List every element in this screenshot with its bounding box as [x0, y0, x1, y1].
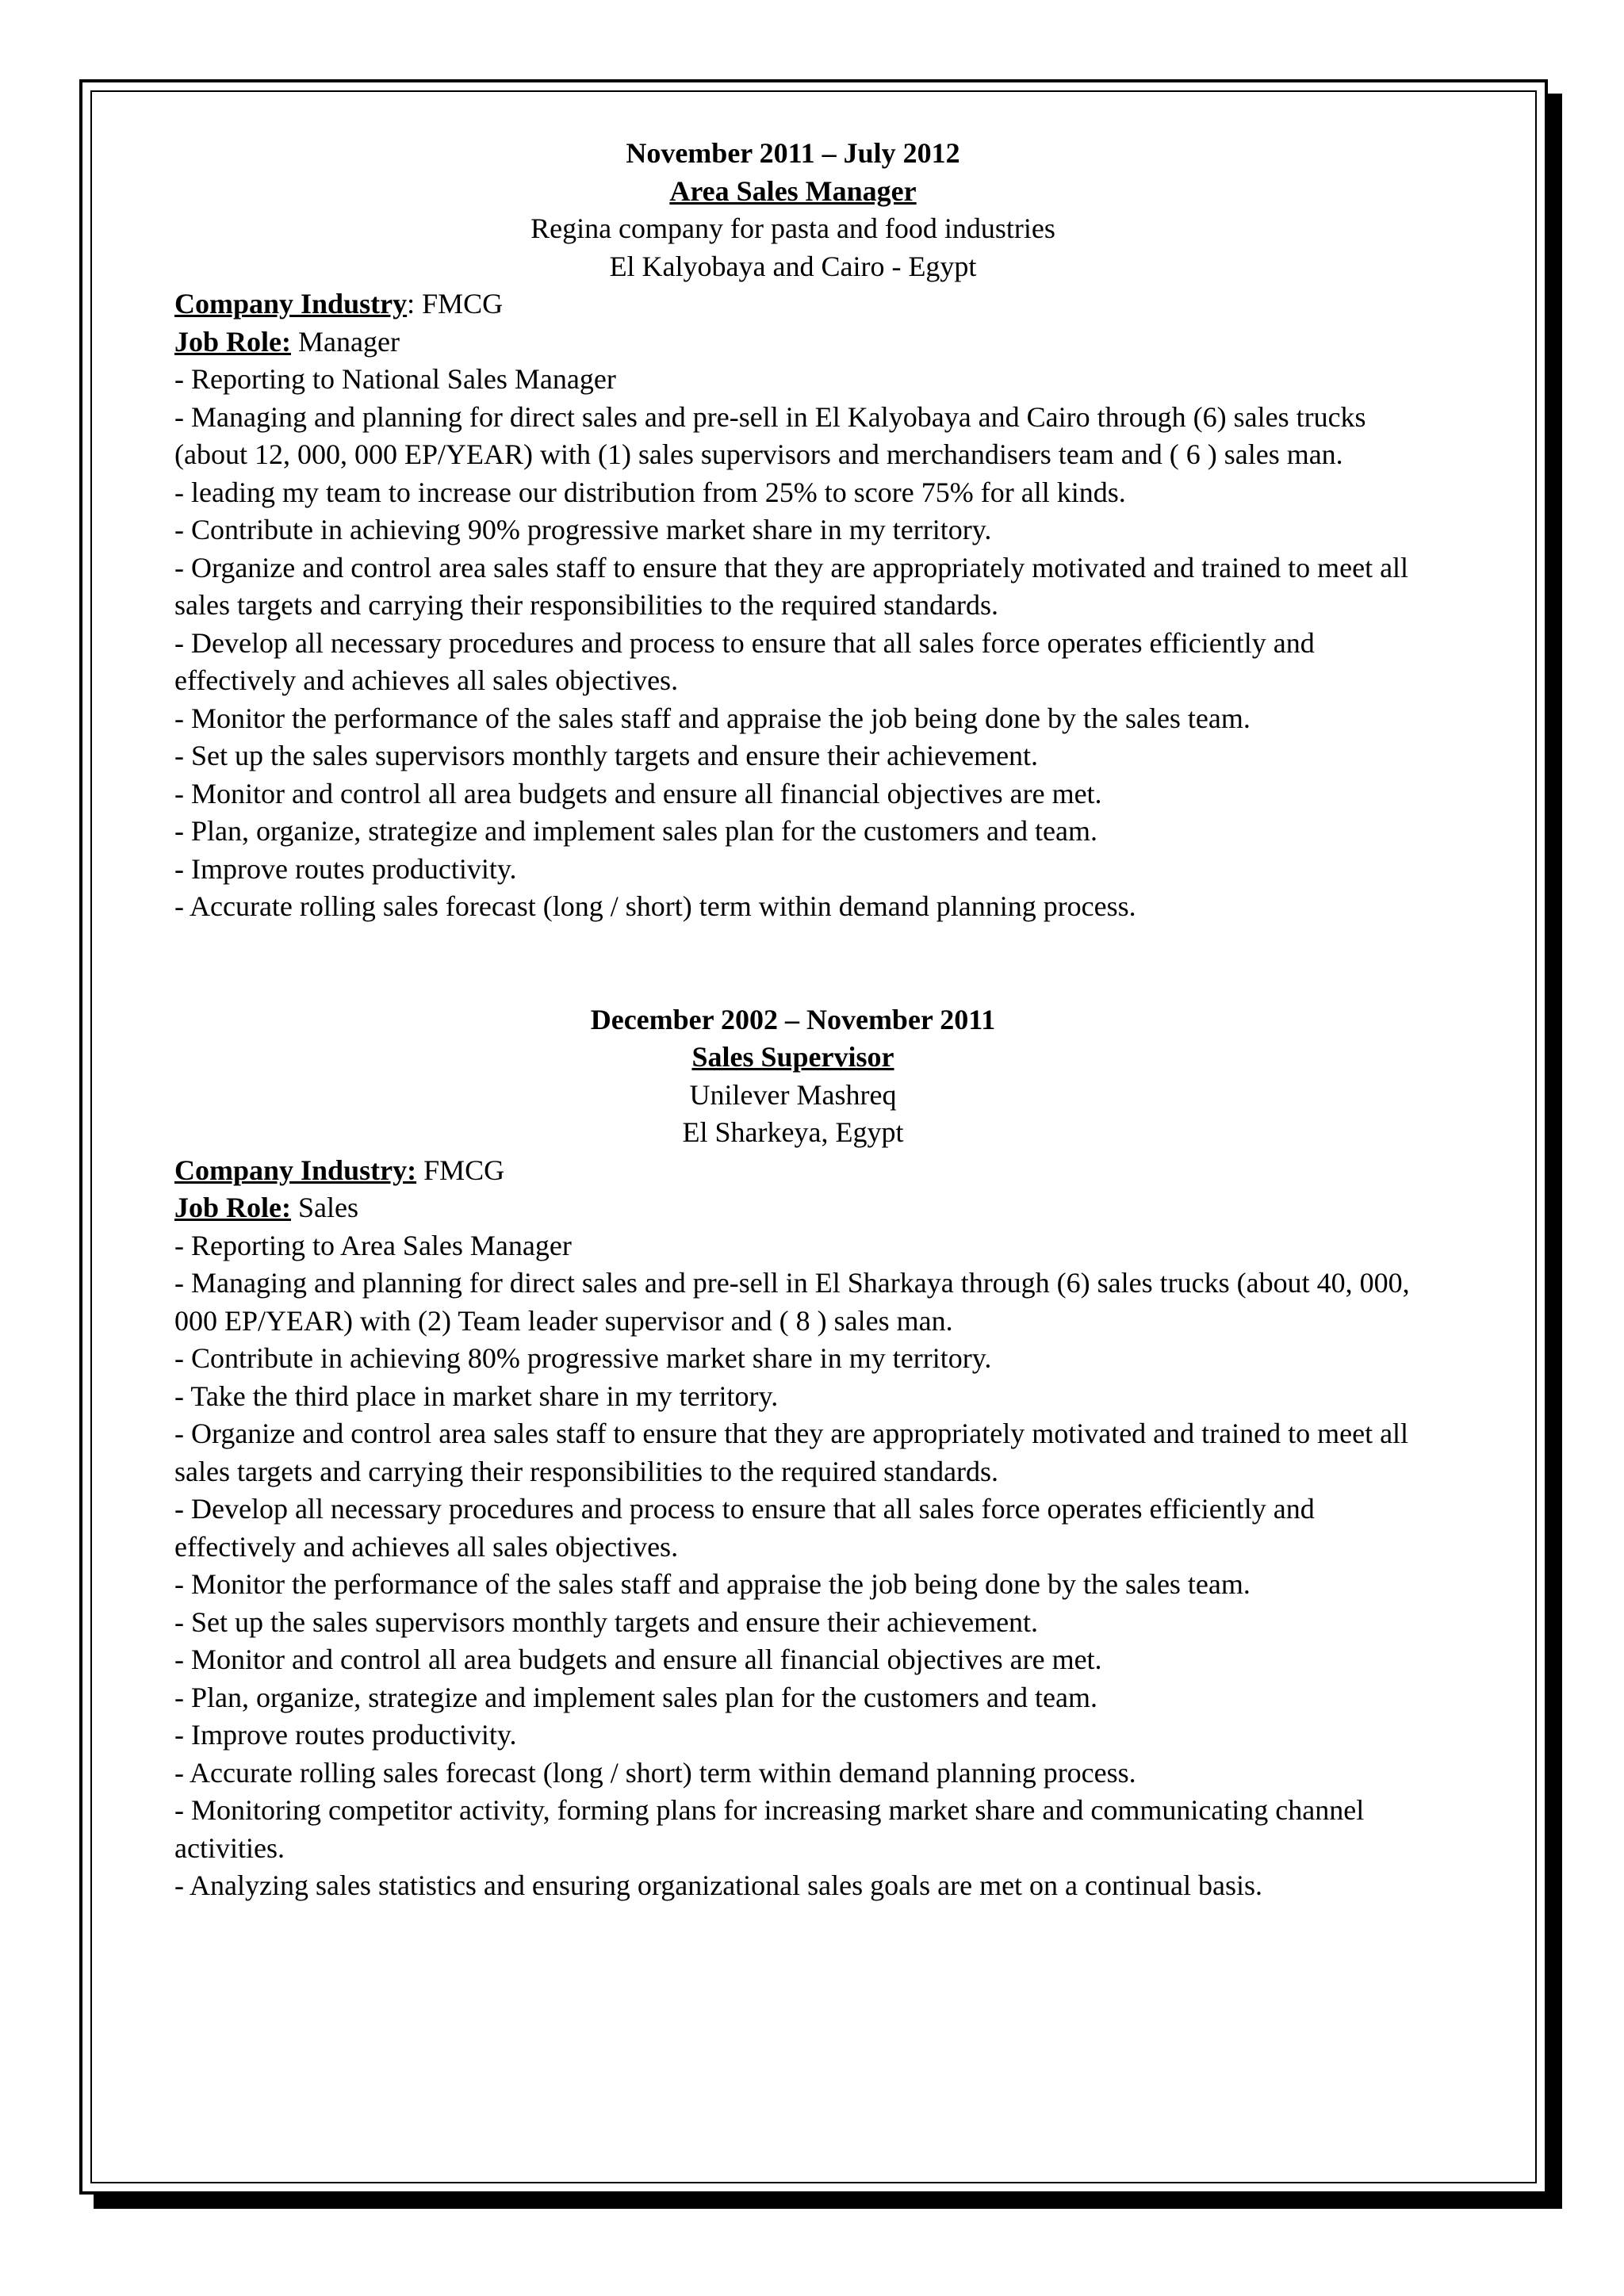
duty-item: - Reporting to National Sales Manager: [174, 363, 616, 395]
duty-item: - Plan, organize, strategize and implement sales plan for the customers and team.: [174, 815, 1097, 847]
company-industry: [174, 285, 1411, 323]
duty-item: - Improve routes productivity.: [174, 852, 517, 885]
duty-item: - leading my team to increase our distribution from 25% to score 75% for all kinds.: [174, 476, 1126, 508]
duty-item: - Analyzing sales statistics and ensuring organizational sales goals are met on a continual basis.: [174, 1869, 1262, 1901]
job-role-label: Job Role:: [174, 1192, 291, 1223]
job-company: Unilever Mashreq: [689, 1078, 897, 1111]
job-role-value: Manager: [291, 325, 400, 358]
job-period: November 2011 – July 2012: [626, 137, 960, 169]
job-entry: [174, 135, 1411, 926]
job-role-label: Job Role:: [174, 325, 291, 358]
duty-item: - Take the third place in market share in my territory.: [174, 1380, 779, 1412]
company-industry-value: FMCG: [423, 1154, 505, 1186]
duty-item: - Organize and control area sales staff to ensure that they are appropriately motivated and trained to meet all sales targets and carrying their responsibilities to the required standards.: [174, 551, 1409, 621]
duty-item: - Improve routes productivity.: [174, 1719, 517, 1751]
job-entry: [174, 1001, 1411, 1905]
duty-item: - Contribute in achieving 80% progressive market share in my territory.: [174, 1342, 992, 1374]
company-industry-sep: [416, 1154, 423, 1186]
duty-item: - Monitor the performance of the sales staff and appraise the job being done by the sales team.: [174, 1568, 1251, 1600]
duty-item: - Monitor and control all area budgets and ensure all financial objectives are met.: [174, 1644, 1102, 1675]
duty-item: - Managing and planning for direct sales and pre-sell in El Sharkaya through (6) sales trucks (about 40, 000, 000 EP/YEAR) with (2) Team leader supervisor and ( 8 ) sales man.: [174, 1267, 1410, 1337]
duty-item: - Monitoring competitor activity, forming plans for increasing market share and communicating channel activities.: [174, 1794, 1365, 1864]
job-company: Regina company for pasta and food industries: [530, 212, 1055, 244]
job-title: Area Sales Manager: [669, 174, 917, 207]
duty-item: - Monitor and control all area budgets and ensure all financial objectives are met.: [174, 777, 1102, 809]
job-period: December 2002 – November 2011: [590, 1003, 996, 1035]
company-industry-value: FMCG: [422, 288, 504, 320]
section-spacer: [174, 926, 1411, 1001]
duty-item: - Monitor the performance of the sales staff and appraise the job being done by the sales team.: [174, 702, 1251, 734]
company-industry: [174, 1152, 1411, 1190]
company-industry-sep: :: [407, 288, 423, 320]
job-role: [174, 323, 1411, 362]
duty-item: - Managing and planning for direct sales and pre-sell in El Kalyobaya and Cairo through (6) sales trucks (about 12, 000, 000 EP/YEAR) with (1) sales supervisors and merchandisers team and ( 6 ) sales man.: [174, 400, 1366, 470]
duty-list: [174, 361, 1411, 926]
duty-item: - Contribute in achieving 90% progressive market share in my territory.: [174, 514, 992, 545]
resume-content: [174, 135, 1411, 1905]
duty-item: - Develop all necessary procedures and process to ensure that all sales force operates efficiently and effectively and achieves all sales objectives.: [174, 626, 1315, 696]
company-industry-label: Company Industry: [174, 288, 408, 320]
job-role: [174, 1189, 1411, 1227]
job-role-value: Sales: [291, 1192, 358, 1223]
duty-item: - Set up the sales supervisors monthly targets and ensure their achievement.: [174, 1605, 1039, 1638]
job-title: Sales Supervisor: [691, 1041, 894, 1073]
duty-item: - Develop all necessary procedures and process to ensure that all sales force operates efficiently and effectively and achieves all sales objectives.: [174, 1493, 1315, 1563]
job-location: El Kalyobaya and Cairo - Egypt: [609, 250, 977, 282]
duty-item: - Plan, organize, strategize and implement sales plan for the customers and team.: [174, 1681, 1097, 1713]
duty-item: - Organize and control area sales staff to ensure that they are appropriately motivated and trained to meet all sales targets and carrying their responsibilities to the required standards.: [174, 1418, 1409, 1487]
duty-list: [174, 1227, 1411, 1905]
duty-item: - Accurate rolling sales forecast (long / short) term within demand planning process.: [174, 890, 1136, 922]
duty-item: - Accurate rolling sales forecast (long / short) term within demand planning process.: [174, 1756, 1136, 1789]
duty-item: - Reporting to Area Sales Manager: [174, 1229, 572, 1261]
job-location: El Sharkeya, Egypt: [682, 1116, 904, 1148]
duty-item: - Set up the sales supervisors monthly targets and ensure their achievement.: [174, 740, 1039, 771]
company-industry-label: Company Industry:: [174, 1154, 417, 1186]
